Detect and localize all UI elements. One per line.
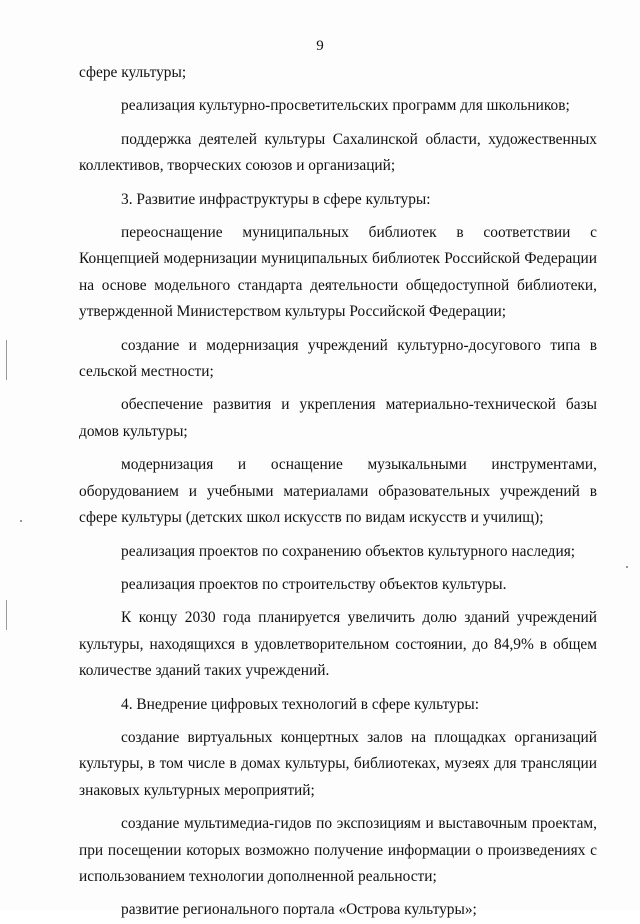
paragraph: реализация культурно-просветительских программ для школьников; bbox=[121, 97, 570, 115]
scan-edge-mark bbox=[6, 600, 7, 630]
scan-edge-mark bbox=[6, 340, 7, 380]
paragraph: переоснащение муниципальных библиотек в соответствии с Концепцией модернизации муниципальных библиотек Российской Федерации на основе модельного стандарта деятельности общедоступной библиотеки, утвержденной Министерством культуры Российской Федерации; bbox=[79, 224, 597, 321]
paragraph: создание мультимедиа-гидов по экспозициям и выставочным проектам, при посещении которых возможно получение информации о произведениях с использованием технологии дополненной реальности; bbox=[79, 815, 597, 885]
paragraph: создание виртуальных концертных залов на площадках организаций культуры, в том числе в домах культуры, библиотеках, музеях для трансляции знаковых культурных мероприятий; bbox=[79, 728, 597, 799]
paragraph: сфере культуры; bbox=[79, 64, 187, 81]
paragraph: К концу 2030 года планируется увеличить долю зданий учреждений культуры, находящихся в удовлетворительном состоянии, до 84,9% в общем количестве зданий таких учреждений. bbox=[79, 609, 597, 680]
paragraph: 3. Развитие инфраструктуры в сфере культуры: bbox=[121, 190, 431, 208]
scan-speck bbox=[20, 520, 22, 522]
paragraph: модернизация и оснащение музыкальными инструментами, оборудованием и учебными материалами образовательных учреждений в сфере культуры (детских школ искусств по видам искусств и училищ); bbox=[79, 456, 597, 527]
scan-speck bbox=[626, 566, 628, 568]
page-number: 9 bbox=[316, 38, 324, 54]
paragraph: реализация проектов по строительству объектов культуры. bbox=[121, 575, 507, 593]
paragraph: 4. Внедрение цифровых технологий в сфере культуры: bbox=[121, 695, 480, 713]
paragraph: обеспечение развития и укрепления материально-технической базы домов культуры; bbox=[79, 396, 597, 440]
paragraph: развитие регионального портала «Острова культуры»; bbox=[121, 901, 477, 919]
paragraph: реализация проектов по сохранению объектов культурного наследия; bbox=[121, 542, 576, 560]
document-body bbox=[79, 60, 597, 924]
paragraph: создание и модернизация учреждений культурно-досугового типа в сельской местности; bbox=[79, 336, 597, 381]
paragraph: поддержка деятелей культуры Сахалинской области, художественных коллективов, творческих союзов и организаций; bbox=[79, 130, 597, 175]
